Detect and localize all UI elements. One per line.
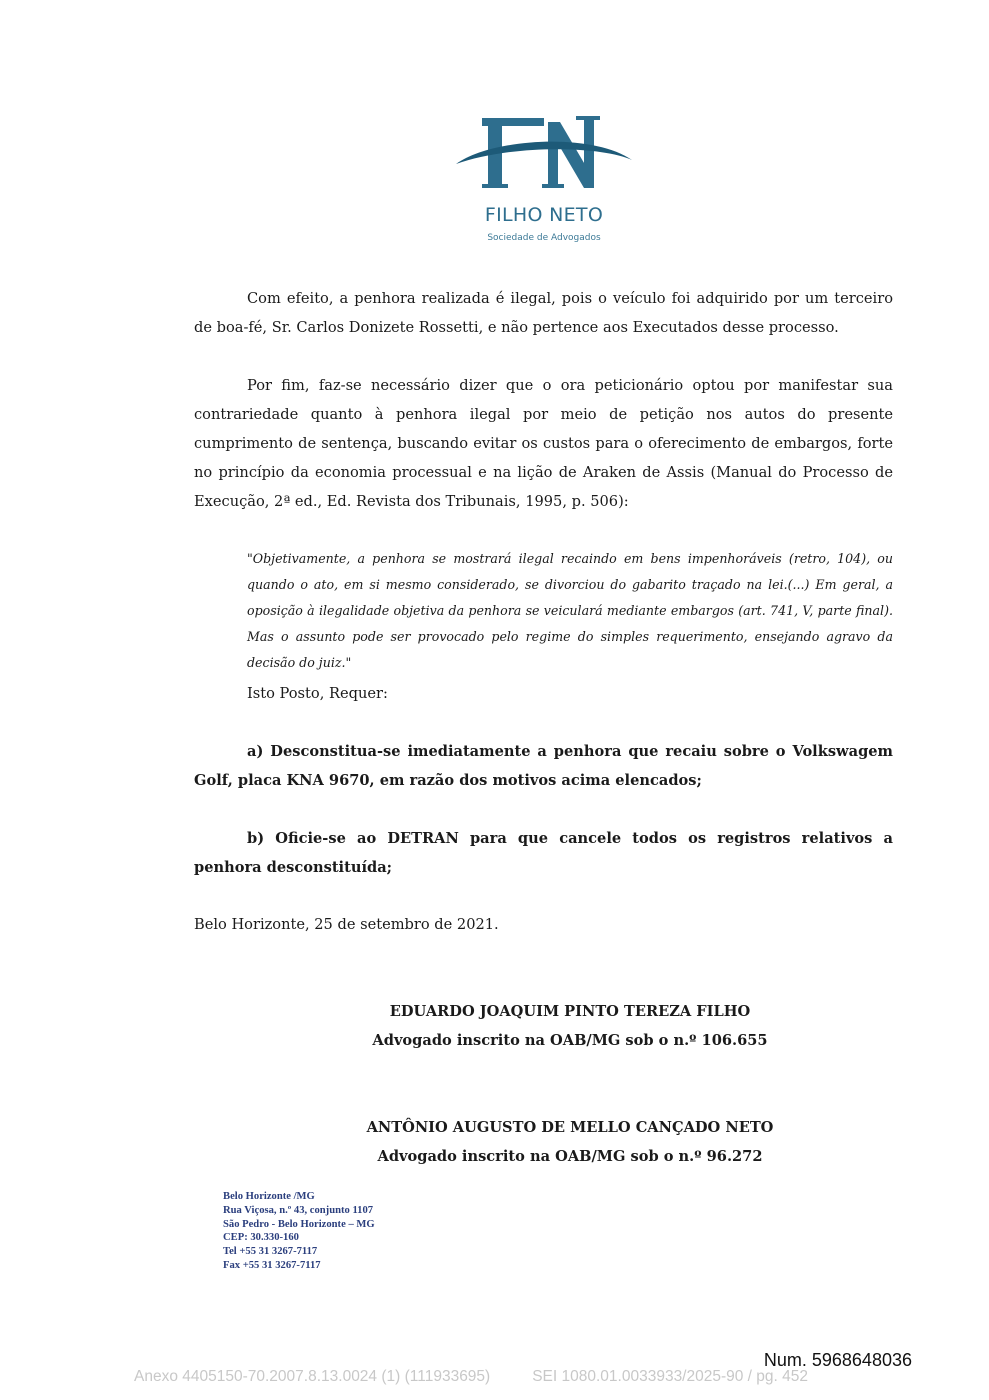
address-line: Belo Horizonte /MG [223, 1191, 315, 1202]
paragraph-penhora-ilegal: Com efeito, a penhora realizada é ilegal, pois o veículo foi adquirido por um terceiro de boa-fé, Sr. Carlos Donizete Rossetti, e não pertence aos Executados desse processo. [194, 290, 893, 336]
office-address [223, 1190, 375, 1273]
sei-reference: SEI 1080.01.0033933/2025-90 / pg. 452 [532, 1368, 809, 1385]
annex-reference [134, 1368, 850, 1386]
paragraph-manifestacao: Por fim, faz-se necessário dizer que o ora peticionário optou por manifestar sua contrariedade quanto à penhora ilegal por meio de petição nos autos do presente cumprimento de sentença, buscando evitar os custos para o oferecimento de embargos, forte no princípio da economia processual e na lição de Araken de Assis (Manual do Processo de Execução, 2ª ed., Ed. Revista dos Tribunais, 1995, p. 506): [194, 377, 893, 510]
firm-subtitle: Sociedade de Advogados [487, 233, 601, 243]
address-line: CEP: 30.330-160 [223, 1232, 299, 1244]
address-line: São Pedro - Belo Horizonte – MG [223, 1218, 375, 1230]
isto-posto-heading: Isto Posto, Requer: [247, 685, 388, 702]
document-number: Num. 5968648036 [763, 1350, 912, 1370]
signature-block-1 [300, 997, 840, 1055]
logo-swoosh [456, 142, 632, 164]
signatory-name: ANTÔNIO AUGUSTO DE MELLO CANÇADO NETO [366, 1119, 774, 1136]
signatory-oab: Advogado inscrito na OAB/MG sob o n.º 106.655 [372, 1032, 768, 1049]
annex-id: Anexo 4405150-70.2007.8.13.0024 (1) (111933695) [134, 1368, 491, 1385]
doctrine-quote: "Objetivamente, a penhora se mostrará ilegal recaindo em bens impenhoráveis (retro, 104), ou quando o ato, em si mesmo considerado, se divorciou do gabarito traçado na lei.(...) Em geral, a oposição à ilegalidade objetiva da penhora se veiculará mediante embargos (art. 741, V, parte final). Mas o assunto pode ser provocado pelo regime do simples requerimento, ensejando agravo da decisão do juiz." [247, 551, 893, 670]
place-and-date: Belo Horizonte, 25 de setembro de 2021. [194, 916, 499, 933]
signatory-name: EDUARDO JOAQUIM PINTO TEREZA FILHO [389, 1003, 751, 1020]
address-line: Fax +55 31 3267-7117 [223, 1259, 321, 1271]
firm-logo [452, 110, 636, 250]
signatory-oab: Advogado inscrito na OAB/MG sob o n.º 96.272 [377, 1148, 763, 1165]
signature-block-2 [300, 1113, 840, 1171]
request-b: b) Oficie-se ao DETRAN para que cancele todos os registros relativos a penhora desconstituída; [194, 830, 893, 876]
request-a: a) Desconstitua-se imediatamente a penhora que recaiu sobre o Volkswagem Golf, placa KNA 9670, em razão dos motivos acima elencados; [194, 743, 893, 789]
address-line: Tel +55 31 3267-7117 [223, 1246, 318, 1258]
firm-name: FILHO NETO [484, 204, 604, 226]
address-line: Rua Viçosa, n.º 43, conjunto 1107 [223, 1204, 374, 1216]
